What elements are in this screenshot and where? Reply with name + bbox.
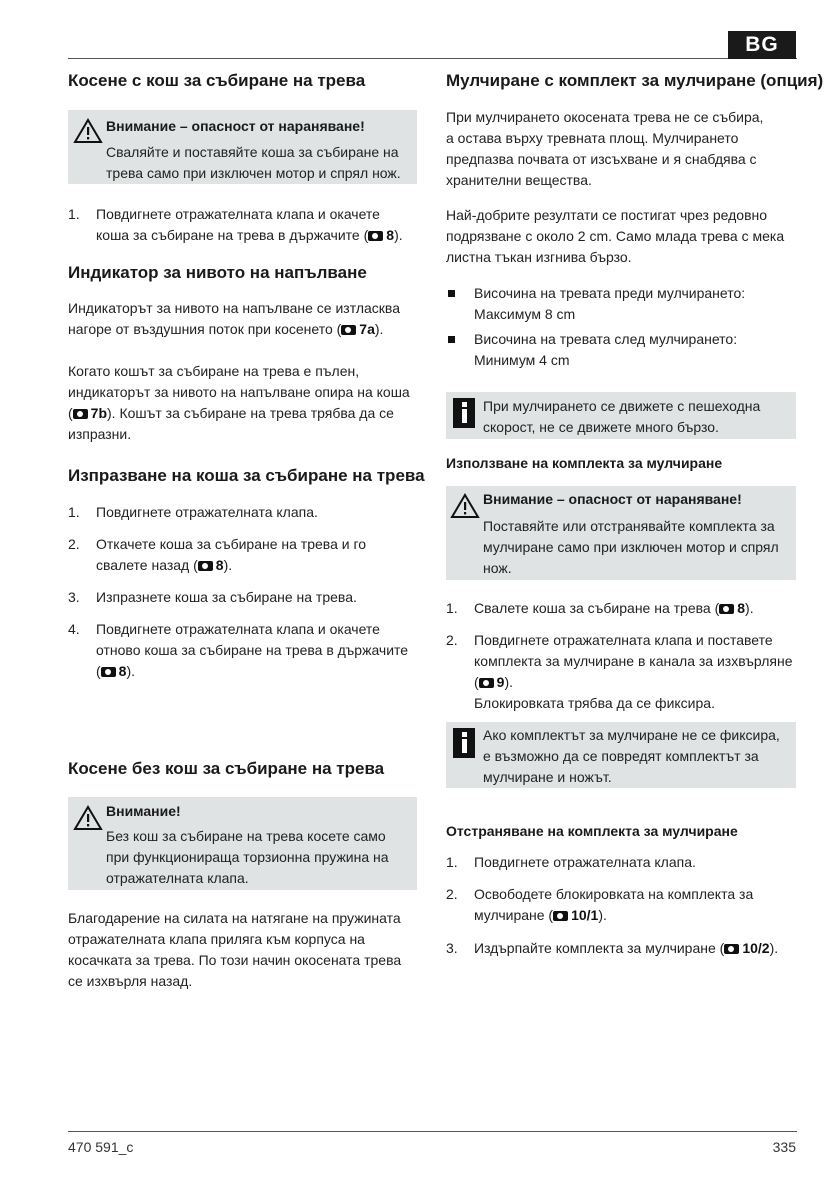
warning-triangle-icon xyxy=(73,118,103,144)
section-title-mulching: Мулчиране с комплект за мулчиране (опция) xyxy=(446,71,824,90)
info-box-lock xyxy=(446,722,796,788)
warning-text: Сваляйте и поставяйте коша за събиране на трева само при изключен мотор и спрял нож. xyxy=(106,144,401,181)
bullet-icon xyxy=(448,336,455,343)
subsection-title-use-kit: Използване на комплекта за мулчиране xyxy=(446,455,723,471)
paragraph: Благодарение на силата на натягане на пружината отражателната клапа приляга към корпуса на косачката за трева. По този начин окосената трева се изхвърля назад. xyxy=(68,910,402,989)
section-title-fill-indicator: Индикатор за нивото на напълване xyxy=(68,263,367,282)
camera-icon xyxy=(341,325,356,335)
subsection-title-remove-kit: Отстраняване на комплекта за мулчиране xyxy=(446,823,738,839)
language-badge: BG xyxy=(728,31,796,59)
page-number: 335 xyxy=(772,1139,796,1155)
warning-box-no-collector xyxy=(68,797,417,890)
section-title-no-collector: Косене без кош за събиране на трева xyxy=(68,759,385,778)
camera-icon xyxy=(368,231,383,241)
bullet-item: Височина на тревата след мулчирането: Минимум 4 cm xyxy=(474,331,738,368)
warning-title: Внимание – опасност от нараняване! xyxy=(483,491,742,507)
warning-title: Внимание! xyxy=(106,803,181,819)
camera-icon xyxy=(719,604,734,614)
info-text: При мулчирането се движете с пешеходна скорост, не се движете много бързо. xyxy=(483,398,761,435)
bullet-icon xyxy=(448,290,455,297)
paragraph: Индикаторът за нивото на напълване се изтласква нагоре от въздушния поток при косенето ( 7a). xyxy=(68,300,400,337)
camera-icon xyxy=(479,678,494,688)
paragraph: Когато кошът за събиране на трева е пълен, индикаторът за нивото на напълване опира на коша ( 7b). Кошът за събиране на трева трябва да се изпразни. xyxy=(68,363,410,442)
bullet-item: Височина на тревата преди мулчирането: Максимум 8 cm xyxy=(474,285,746,322)
document-code: 470 591_c xyxy=(68,1139,134,1155)
camera-icon xyxy=(724,944,739,954)
warning-triangle-icon xyxy=(450,493,480,519)
warning-box-kit xyxy=(446,486,796,580)
camera-icon xyxy=(553,911,568,921)
warning-box-collect xyxy=(68,110,417,184)
warning-title: Внимание – опасност от нараняване! xyxy=(106,118,365,134)
paragraph: Най-добрите резултати се постигат чрез редовно подрязване с около 2 cm. Само млада трева с мека листна тъкан изгнива бързо. xyxy=(446,207,785,265)
camera-icon xyxy=(73,409,88,419)
warning-text: Без кош за събиране на трева косете само при функционираща торзионна пружина на отражателната клапа. xyxy=(106,828,389,886)
paragraph: При мулчирането окосената трева не се събира, а остава върху тревната площ. Мулчирането предпазва почвата от изсъхване и я снабдява с хранителни вещества. xyxy=(446,109,764,188)
header-rule xyxy=(68,58,797,59)
section-title-collect: Косене с кош за събиране на трева xyxy=(68,71,366,90)
footer-rule xyxy=(68,1131,797,1132)
info-icon xyxy=(453,398,475,428)
section-title-empty: Изпразване на коша за събиране на трева xyxy=(68,466,425,485)
camera-icon xyxy=(101,667,116,677)
info-text: Ако комплектът за мулчиране не се фиксира, е възможно да се повредят комплектът за мулчиране и ножът. xyxy=(483,727,780,785)
warning-text: Поставяйте или отстранявайте комплекта за мулчиране само при изключен мотор и спрял нож. xyxy=(483,518,779,576)
info-box-speed xyxy=(446,392,796,439)
camera-icon xyxy=(198,561,213,571)
warning-triangle-icon xyxy=(73,805,103,831)
info-icon xyxy=(453,728,475,758)
